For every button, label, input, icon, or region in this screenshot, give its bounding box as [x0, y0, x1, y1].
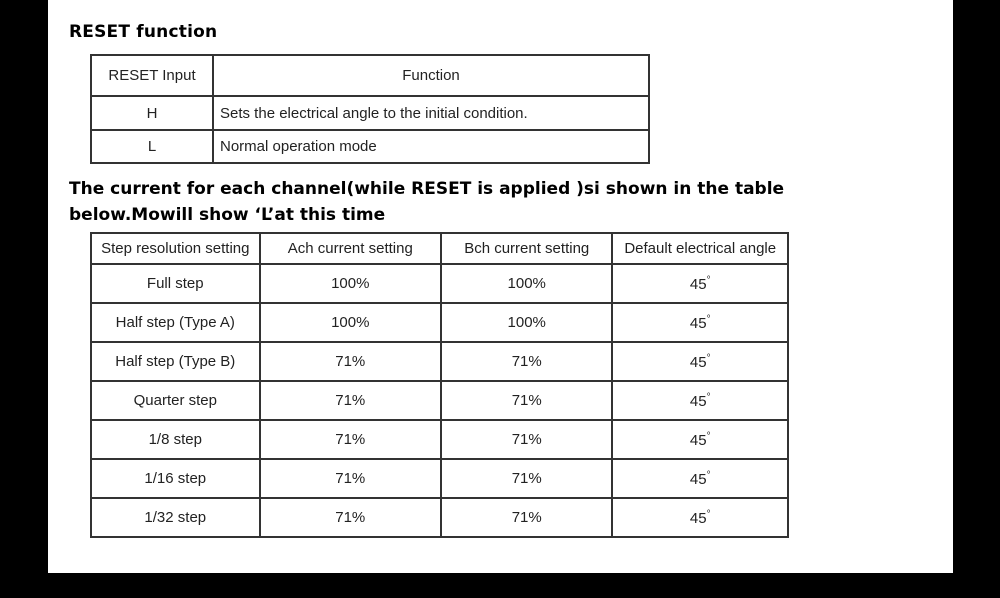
degree-symbol: ° — [706, 508, 711, 520]
bch-current-cell: 100% — [441, 264, 612, 303]
step-cell: Quarter step — [91, 381, 260, 420]
section-heading: RESET function — [69, 22, 218, 42]
step-cell: 1/32 step — [91, 498, 260, 537]
default-angle-cell — [612, 303, 788, 342]
angle-value: 45 — [689, 470, 707, 488]
table-row — [91, 381, 788, 420]
reset-input-cell: H — [91, 96, 213, 130]
degree-symbol: ° — [706, 391, 711, 403]
header-reset-input: RESET Input — [91, 55, 213, 96]
angle-value: 45 — [689, 431, 707, 449]
table-row — [91, 498, 788, 537]
reset-function-table — [90, 54, 650, 164]
bch-current-cell: 71% — [441, 342, 612, 381]
step-resolution-table — [90, 232, 789, 538]
header-ach-current: Ach current setting — [260, 233, 441, 264]
default-angle-cell — [612, 264, 788, 303]
default-angle-cell — [612, 459, 788, 498]
paragraph-line: The current for each channel(while RESET is applied )si shown in the table — [69, 179, 785, 199]
degree-symbol: ° — [706, 274, 711, 286]
table-row — [91, 459, 788, 498]
paragraph-line: below.Mowill show ‘L’at this time — [69, 205, 386, 225]
table-row — [91, 264, 788, 303]
bch-current-cell: 71% — [441, 420, 612, 459]
degree-symbol: ° — [706, 352, 711, 364]
document-page — [48, 0, 953, 573]
table-header-row — [91, 55, 649, 96]
default-angle-cell — [612, 498, 788, 537]
degree-symbol: ° — [706, 430, 711, 442]
ach-current-cell: 71% — [260, 420, 441, 459]
header-function: Function — [213, 55, 649, 96]
table-row — [91, 420, 788, 459]
bch-current-cell: 71% — [441, 381, 612, 420]
default-angle-cell — [612, 342, 788, 381]
default-angle-cell — [612, 420, 788, 459]
ach-current-cell: 71% — [260, 498, 441, 537]
function-cell: Sets the electrical angle to the initial condition. — [213, 96, 649, 130]
step-cell: 1/16 step — [91, 459, 260, 498]
bch-current-cell: 100% — [441, 303, 612, 342]
table-row — [91, 342, 788, 381]
reset-input-cell: L — [91, 130, 213, 163]
table-header-row — [91, 233, 788, 264]
angle-value: 45 — [689, 275, 707, 293]
function-cell: Normal operation mode — [213, 130, 649, 163]
ach-current-cell: 100% — [260, 303, 441, 342]
step-cell: Half step (Type B) — [91, 342, 260, 381]
default-angle-cell — [612, 381, 788, 420]
header-step-resolution: Step resolution setting — [91, 233, 260, 264]
step-cell: Half step (Type A) — [91, 303, 260, 342]
degree-symbol: ° — [706, 469, 711, 481]
bch-current-cell: 71% — [441, 498, 612, 537]
table-row — [91, 303, 788, 342]
ach-current-cell: 100% — [260, 264, 441, 303]
ach-current-cell: 71% — [260, 342, 441, 381]
header-default-angle: Default electrical angle — [612, 233, 788, 264]
angle-value: 45 — [689, 314, 707, 332]
description-paragraph — [69, 176, 929, 228]
step-cell: Full step — [91, 264, 260, 303]
ach-current-cell: 71% — [260, 381, 441, 420]
angle-value: 45 — [689, 509, 707, 527]
step-cell: 1/8 step — [91, 420, 260, 459]
header-bch-current: Bch current setting — [441, 233, 612, 264]
table-row — [91, 96, 649, 130]
angle-value: 45 — [689, 392, 707, 410]
degree-symbol: ° — [706, 313, 711, 325]
ach-current-cell: 71% — [260, 459, 441, 498]
bch-current-cell: 71% — [441, 459, 612, 498]
angle-value: 45 — [689, 353, 707, 371]
table-row — [91, 130, 649, 163]
